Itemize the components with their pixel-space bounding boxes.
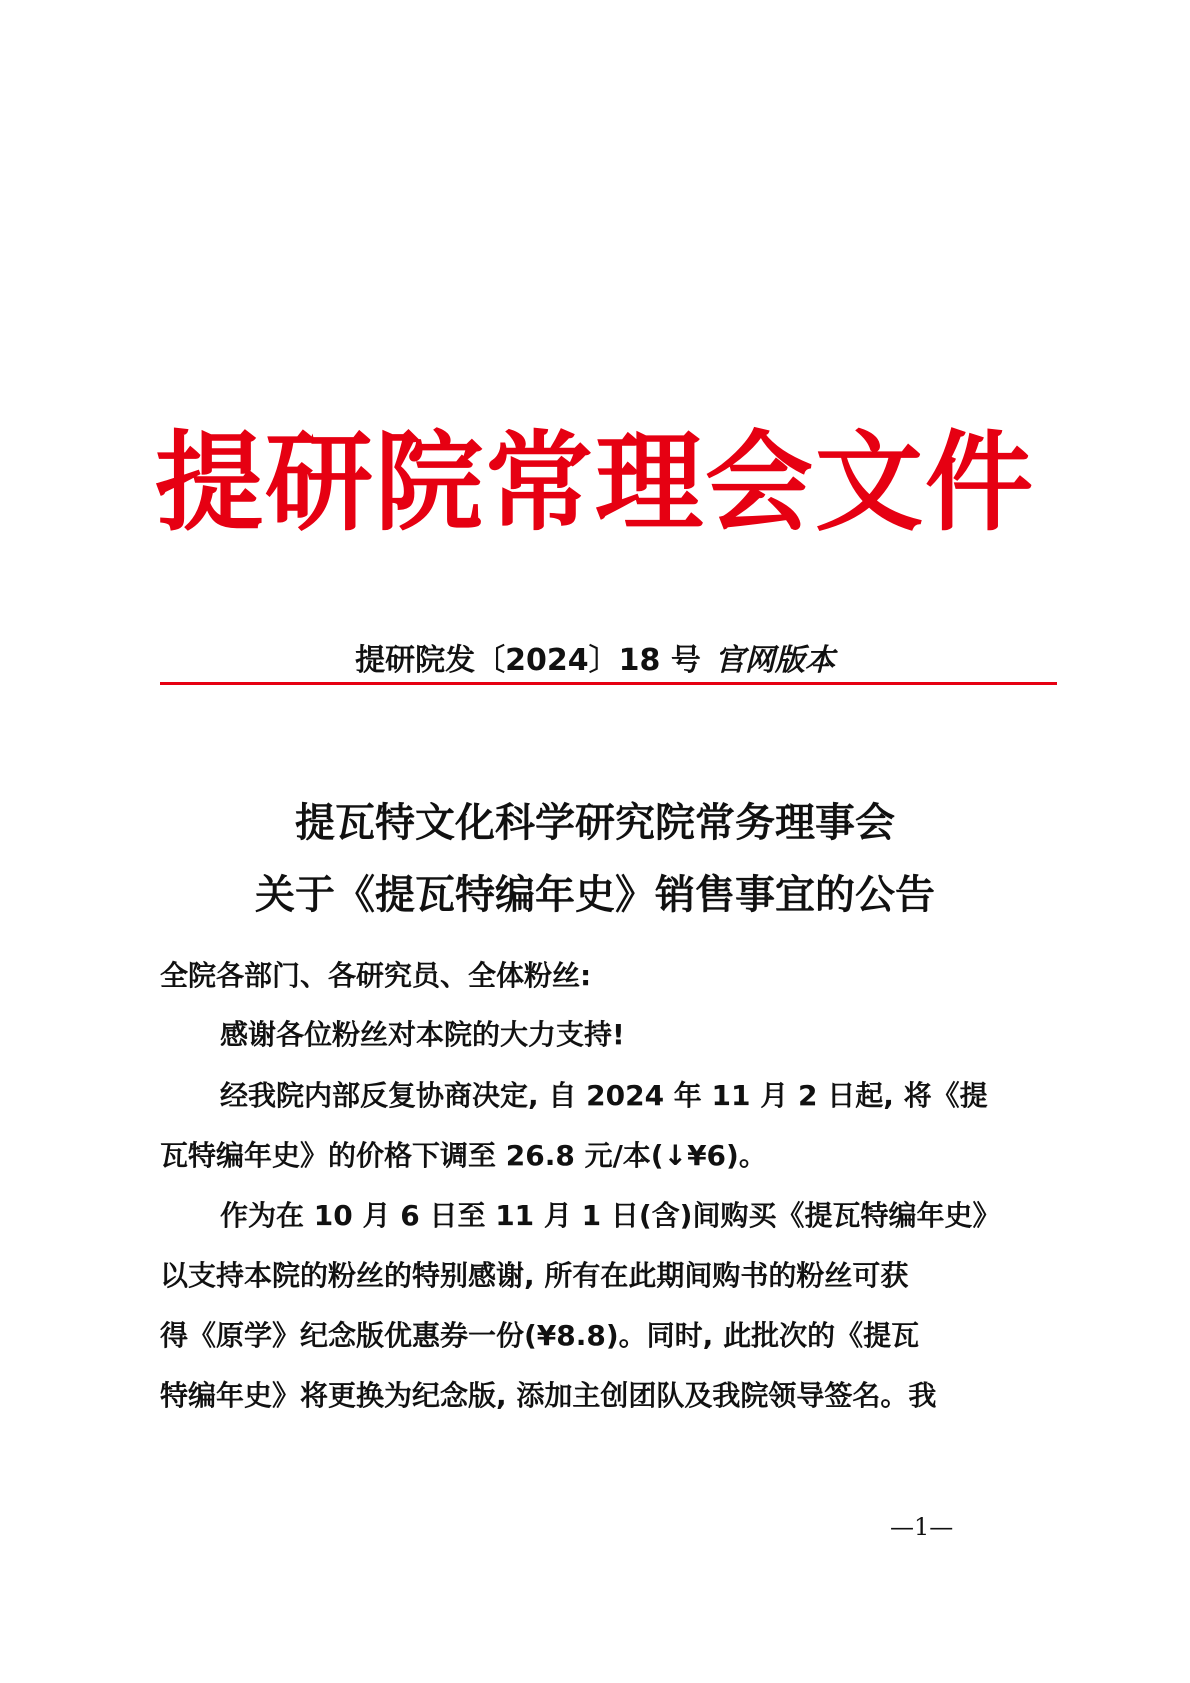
body-line: 经我院内部反复协商决定, 自 2024 年 11 月 2 日起, 将《提 [220,1079,988,1112]
document-version: 官网版本 [714,643,835,678]
document-header-title: 提研院常理会文件 [154,420,1035,546]
body-line: 得《原学》纪念版优惠券一份(¥8.8)。同时, 此批次的《提瓦 [160,1319,920,1352]
body-line: 以支持本院的粉丝的特别感谢, 所有在此期间购书的粉丝可获 [160,1259,909,1292]
body-line: 感谢各位粉丝对本院的大力支持! [220,1018,625,1051]
body-line: 特编年史》将更换为纪念版, 添加主创团队及我院领导签名。我 [160,1379,937,1412]
subject-line-2: 关于《提瓦特编年史》销售事宜的公告 [255,872,935,918]
page-number: —1— [890,1513,954,1541]
salutation: 全院各部门、各研究员、全体粉丝: [160,959,592,992]
document-number-line [0,641,1190,681]
header-divider [160,682,1057,685]
subject-line-1: 提瓦特文化科学研究院常务理事会 [295,800,895,846]
body-line: 作为在 10 月 6 日至 11 月 1 日(含)间购买《提瓦特编年史》 [220,1199,1001,1232]
document-number: 提研院发〔2024〕18 号 [355,643,701,678]
body-line: 瓦特编年史》的价格下调至 26.8 元/本(↓¥6)。 [160,1139,767,1172]
